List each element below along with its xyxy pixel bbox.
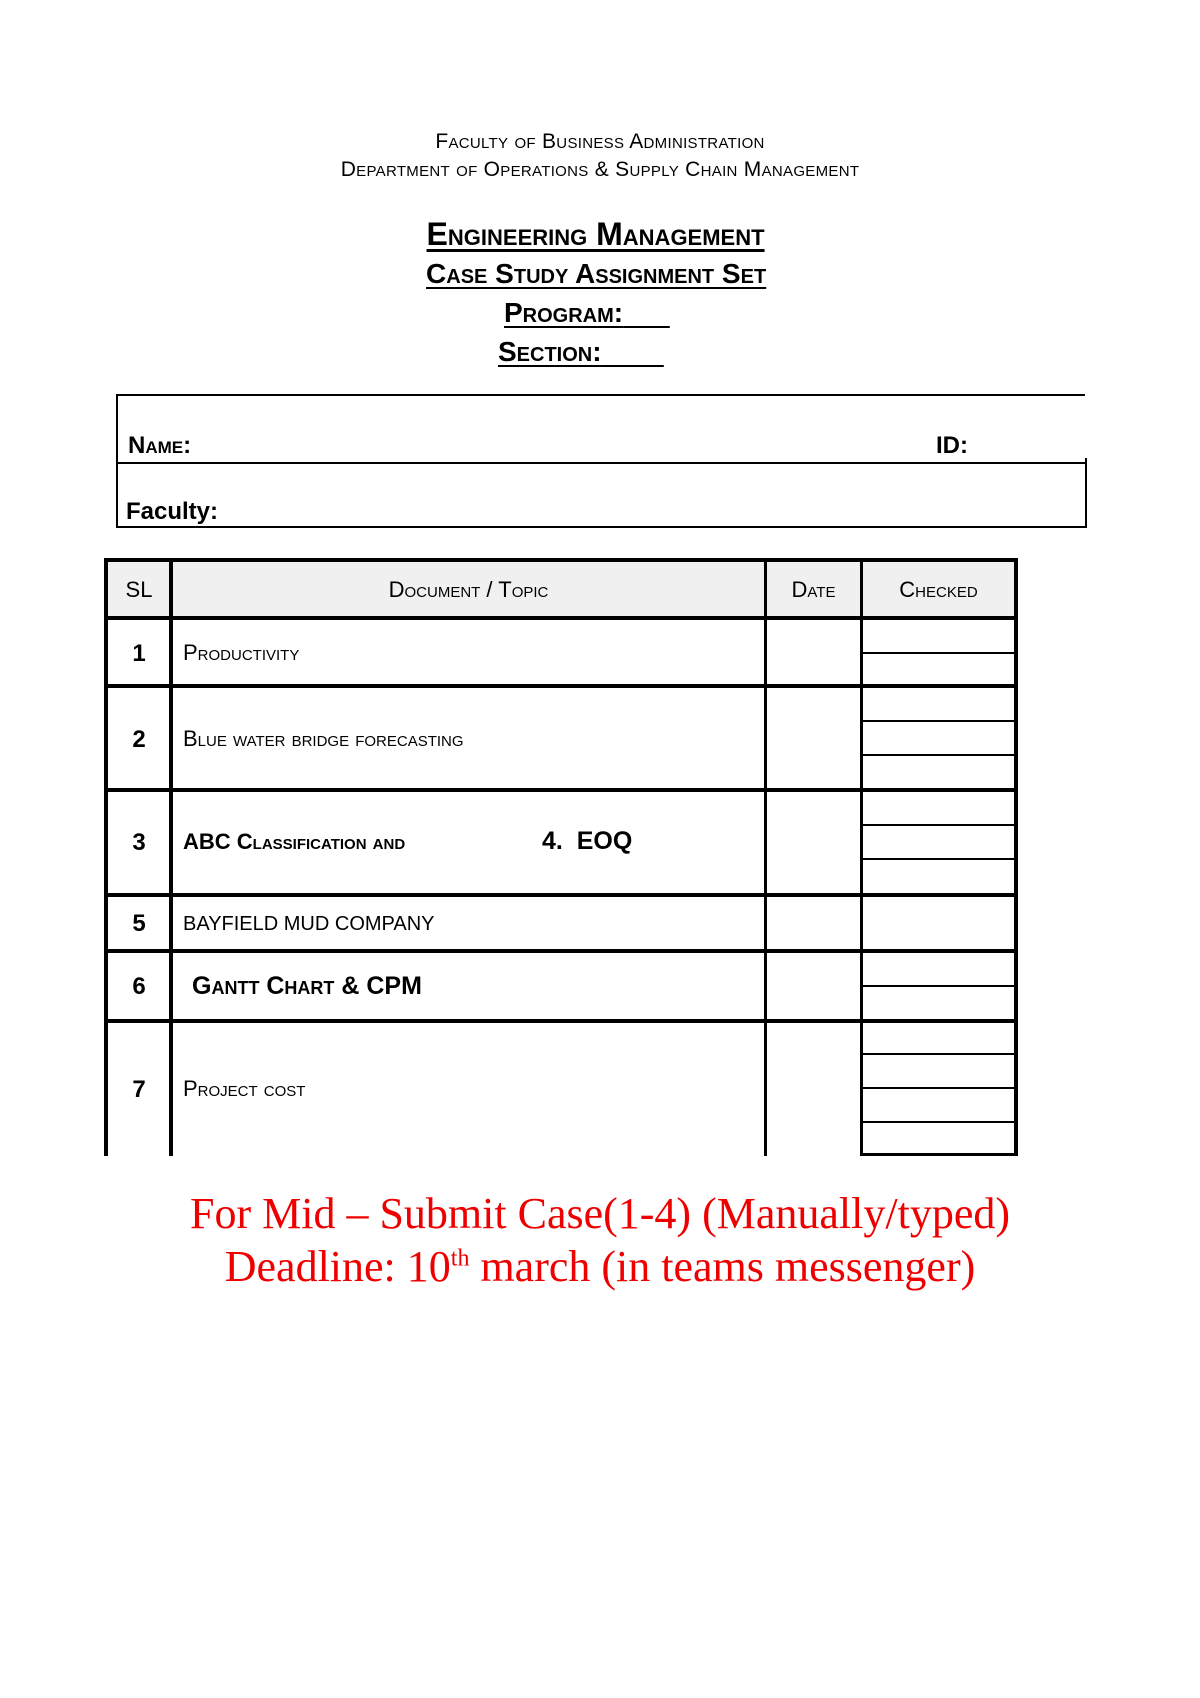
checked-subline xyxy=(862,754,1016,756)
table-row-border xyxy=(104,1019,1018,1023)
date-column-border xyxy=(860,558,863,1156)
course-title: Engineering Management xyxy=(426,216,765,252)
program-label: Program: xyxy=(504,297,624,328)
assignment-subtitle: Case Study Assignment Set xyxy=(426,258,767,289)
checked-subline xyxy=(862,985,1016,987)
row-topic: Gantt Chart & CPM xyxy=(192,972,422,1000)
id-label: ID: xyxy=(936,432,968,459)
section-label: Section: xyxy=(498,336,602,367)
row-topic: BAYFIELD MUD COMPANY xyxy=(183,913,435,935)
checked-subline xyxy=(862,652,1016,654)
row-sl: 7 xyxy=(132,1076,146,1103)
department-heading: Department of Operations & Supply Chain Management xyxy=(340,158,860,181)
table-row-border xyxy=(104,893,1018,897)
col-header-date: Date xyxy=(791,577,836,602)
col-header-sl: SL xyxy=(125,577,153,602)
table-row-border xyxy=(104,788,1018,792)
row-sl: 1 xyxy=(132,640,146,667)
row-topic: Productivity xyxy=(183,640,300,665)
col-header-topic: Document / Topic xyxy=(388,577,549,602)
checked-subline xyxy=(862,720,1016,722)
row-topic: Blue water bridge forecasting xyxy=(183,726,464,751)
topic-column-border xyxy=(764,558,767,1156)
student-info-box xyxy=(116,394,1085,528)
table-row-border xyxy=(104,684,1018,688)
table-row-border xyxy=(104,616,1018,620)
row-sl: 3 xyxy=(132,829,146,856)
checked-subline xyxy=(862,1121,1016,1123)
info-box-divider xyxy=(118,462,1087,464)
faculty-label: Faculty: xyxy=(126,498,219,525)
table-top-border xyxy=(104,558,1018,562)
row-topic: ABC Classification and xyxy=(183,829,406,854)
mid-submission-note: For Mid – Submit Case(1-4) (Manually/typed) xyxy=(189,1189,1010,1238)
row-sl: 5 xyxy=(132,910,146,937)
faculty-heading: Faculty of Business Administration xyxy=(435,130,765,153)
row-topic-extra: 4. EOQ xyxy=(542,827,633,855)
checked-bottom-border xyxy=(860,1153,1018,1156)
row-topic: Project cost xyxy=(183,1076,306,1101)
col-header-checked: Checked xyxy=(899,577,978,602)
checked-subline xyxy=(862,1087,1016,1089)
table-row-border xyxy=(104,949,1018,953)
info-box-edge xyxy=(1085,458,1087,528)
row-sl: 6 xyxy=(132,973,146,1000)
checked-subline xyxy=(862,1053,1016,1055)
name-label: Name: xyxy=(128,432,192,459)
table-right-border xyxy=(1014,558,1018,1156)
checked-subline xyxy=(862,858,1016,860)
checked-subline xyxy=(862,824,1016,826)
row-sl: 2 xyxy=(132,726,146,753)
deadline-note: Deadline: 10th march (in teams messenger) xyxy=(224,1242,976,1291)
